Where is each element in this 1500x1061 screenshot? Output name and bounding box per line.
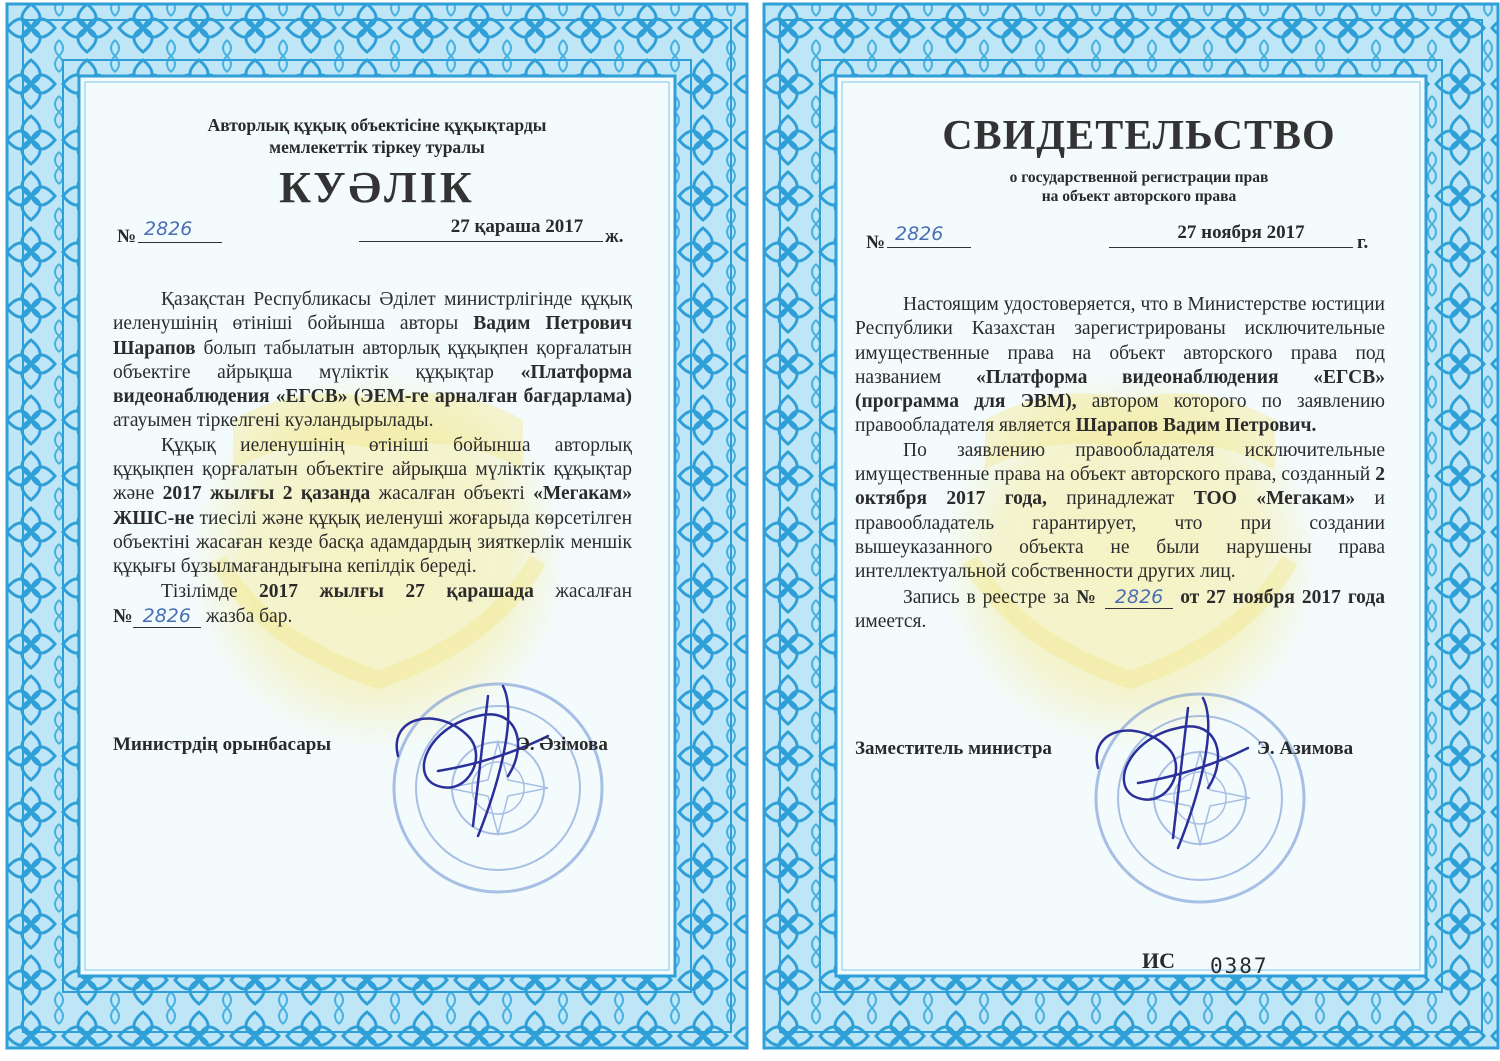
ru-paragraph-1: Настоящим удостоверяется, что в Министерстве юстиции Республики Казахстан зарегистрированы исключительные имущественные права на объект авторского права под названием «Платформа видеонаблюдения «ЕГСВ» (программа для ЭВМ), автором которого по заявлению правообладателя является Шарапов Вадим Петрович. xyxy=(855,294,1385,437)
certificate-kazakh xyxy=(3,0,751,1052)
kz-number-prefix: № xyxy=(117,226,137,247)
kz-body xyxy=(113,288,632,629)
kz-signer-name: Э. Әзімова xyxy=(517,734,608,755)
kz-registry-number-handwritten: 2826 xyxy=(133,605,201,628)
ru-number-handwritten: 2826 xyxy=(895,223,944,245)
certificate-russian xyxy=(760,0,1500,1052)
kz-date: 27 қараша 2017 xyxy=(450,216,584,237)
kz-paragraph-3: Тізілімде 2017 жылғы 27 қарашада жасалған № 2826 жазба бар. xyxy=(113,580,633,627)
signature xyxy=(1078,688,1278,858)
ru-paragraph-2: По заявлению правообладателя исключительные имущественные права на объект авторского права, созданный 2 октября 2017 года, принадлежат ТОО «Мегакам» и правообладатель гарантирует, что при создании вышеуказанного объекта не были нарушены права интеллектуальной собственности других лиц. xyxy=(855,439,1385,583)
form-serial-number: 0387 xyxy=(1210,954,1269,978)
kz-subtitle-line2: мемлекеттік тіркеу туралы xyxy=(269,137,485,157)
ru-signer-name: Э. Азимова xyxy=(1257,738,1354,759)
kz-number-handwritten: 2826 xyxy=(144,218,193,240)
ru-paragraph-3: Запись в реестре за № 2826 от 27 ноября 2017 года имеется. xyxy=(855,585,1385,632)
signature xyxy=(378,676,578,846)
form-series: ИС xyxy=(1142,948,1175,973)
kz-signer-title: Министрдің орынбасары xyxy=(113,734,332,755)
kz-title: КУӘЛІК xyxy=(279,163,475,212)
ru-subtitle-line1: о государственной регистрации прав xyxy=(1009,169,1269,186)
ru-title: СВИДЕТЕЛЬСТВО xyxy=(942,113,1336,159)
ru-date-suffix: г. xyxy=(1357,232,1369,253)
kz-paragraph-1: Қазақстан Республикасы Әділет министрлігінде құқық иеленушінің өтініші бойынша авторы Вадим Петрович Шарапов болып табылатын авторлық құқықпен қорғалатын объектіге айрықша мүліктік құқықтар «Платформа видеонаблюдения «ЕГСВ» (ЭЕМ-ге арналған бағдарлама) атауымен тіркелгені куәландырылады. xyxy=(113,289,633,432)
ru-date: 27 ноября 2017 xyxy=(1177,222,1305,243)
ru-registry-number-handwritten: 2826 xyxy=(1105,586,1173,609)
ru-subtitle-line2: на объект авторского права xyxy=(1041,188,1237,205)
kz-date-suffix: ж. xyxy=(605,226,624,247)
ru-number-prefix: № xyxy=(866,232,886,253)
ru-signer-title: Заместитель министра xyxy=(855,738,1052,759)
kz-paragraph-2: Құқық иеленушінің өтініші бойынша авторлық құқықпен қорғалатын объектіге айрықша мүліктік құқықтар және 2017 жылғы 2 қазанда жасалған объекті «Мегакам» ЖШС-не тиесілі және құқық иеленуші жоғарыда көрсетілген объектіні жасаған кезде басқа адамдардың зияткерлік меншік құқығы бұзылмағандығына кепілдік береді. xyxy=(113,434,633,578)
kz-subtitle-line1: Авторлық құқық объектісіне құқықтарды xyxy=(207,115,547,135)
ru-body xyxy=(855,293,1385,634)
